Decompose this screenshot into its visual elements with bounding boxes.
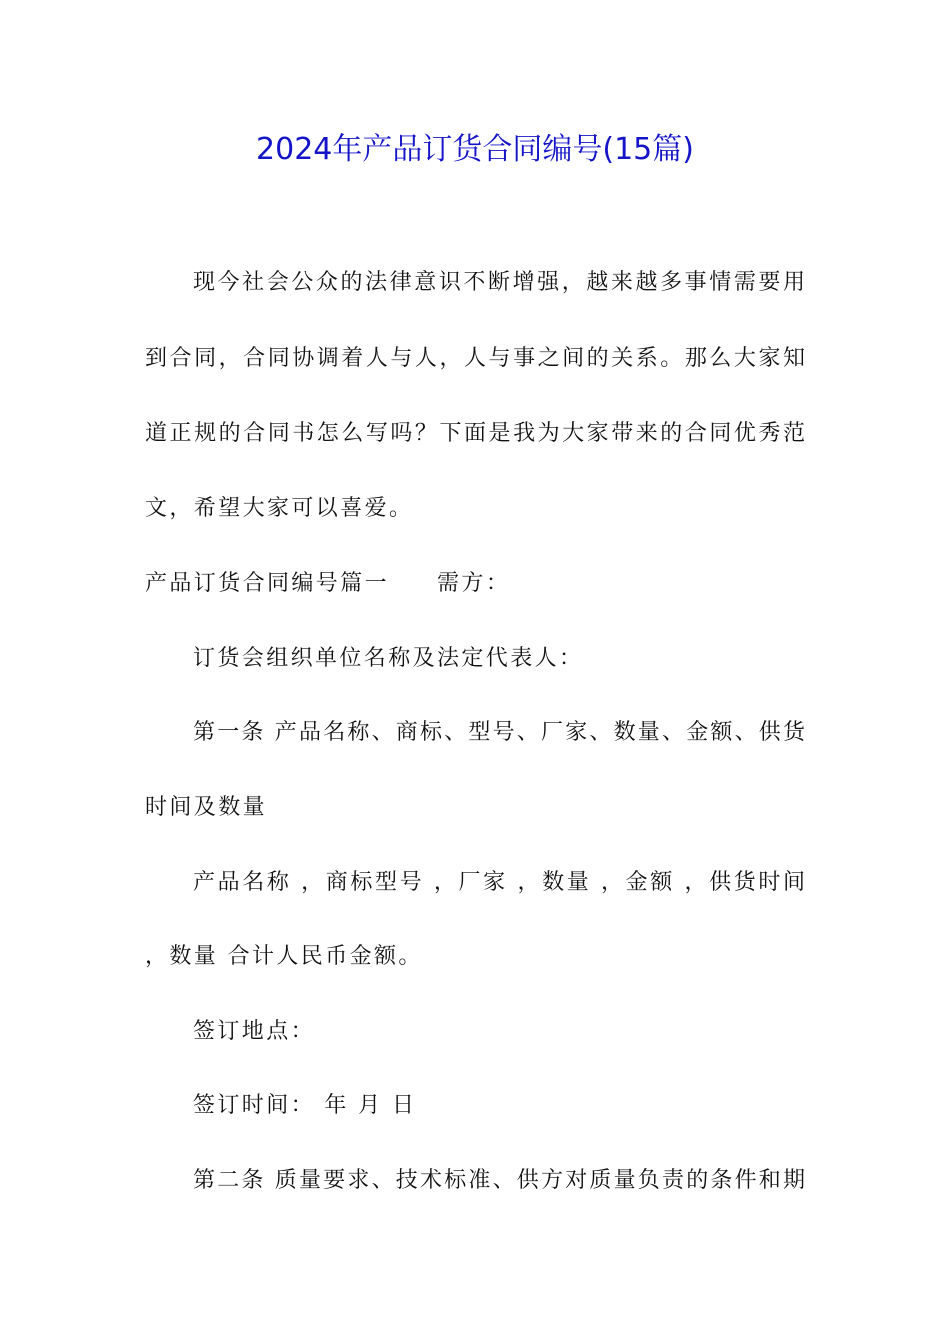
section-heading: 产品订货合同编号篇一 (145, 571, 390, 596)
intro-paragraph-line-4: 文，希望大家可以喜爱。 (145, 496, 414, 521)
organizer-line: 订货会组织单位名称及法定代表人： (193, 646, 584, 671)
sign-time-line: 签订时间： 年 月 日 (193, 1093, 417, 1118)
buyer-party-label: 需方： (437, 571, 511, 596)
intro-paragraph-line-2: 到合同，合同协调着人与人，人与事之间的关系。那么大家知 (145, 346, 805, 371)
intro-paragraph-line-3: 道正规的合同书怎么写吗？下面是我为大家带来的合同优秀范 (145, 421, 805, 446)
sign-place-line: 签订地点： (193, 1019, 316, 1044)
product-fields-line-2: ，数量 合计人民币金额。 (145, 944, 423, 969)
article-2-line-1: 第二条 质量要求、技术标准、供方对质量负责的条件和期 (193, 1168, 805, 1193)
article-1-line-2: 时间及数量 (145, 795, 268, 820)
product-fields-line-1: 产品名称 ，商标型号 ，厂家 ，数量 ，金额 ，供货时间 (193, 870, 805, 895)
intro-paragraph-line-1: 现今社会公众的法律意识不断增强，越来越多事情需要用 (193, 270, 805, 295)
section-heading-line (145, 564, 805, 604)
article-1-line-1: 第一条 产品名称、商标、型号、厂家、数量、金额、供货 (193, 720, 805, 745)
document-title: 2024年产品订货合同编号(15篇) (256, 132, 694, 167)
